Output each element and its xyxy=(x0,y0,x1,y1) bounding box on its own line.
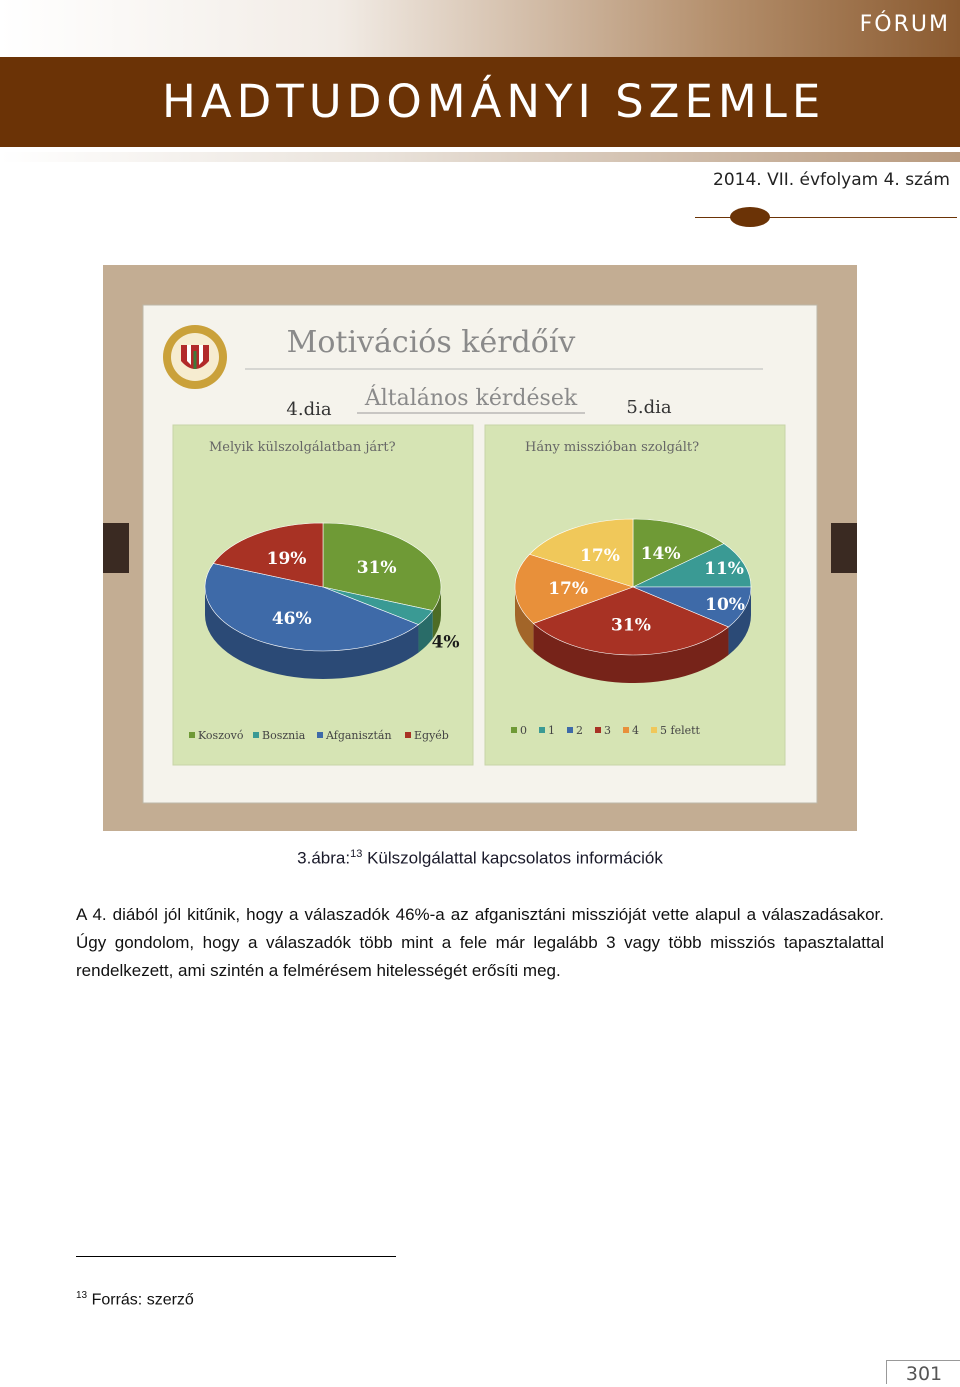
pie-data-label: 46% xyxy=(271,608,312,629)
legend-entry: 1 xyxy=(548,724,555,737)
legend-swatch xyxy=(651,727,657,733)
caption-footnote-ref: 13 xyxy=(350,848,363,860)
caption-prefix: 3.ábra: xyxy=(297,848,351,868)
decorative-dot xyxy=(730,207,770,227)
issue-info: 2014. VII. évfolyam 4. szám xyxy=(713,170,950,190)
chart-title: Melyik külszolgálatban járt? xyxy=(209,440,396,455)
legend-entry: Afganisztán xyxy=(326,729,392,742)
legend-swatch xyxy=(405,732,411,738)
legend-swatch xyxy=(539,727,545,733)
header-lower-band xyxy=(0,152,960,162)
legend-entry: 3 xyxy=(604,724,611,737)
pie-data-label: 4% xyxy=(431,632,460,653)
board-left-handle xyxy=(103,523,129,573)
pie-data-label: 31% xyxy=(611,615,651,636)
legend-swatch xyxy=(595,727,601,733)
legend-swatch xyxy=(189,732,195,738)
pie-data-label: 10% xyxy=(705,595,745,616)
pie-data-label: 31% xyxy=(356,558,397,579)
legend-entry: 0 xyxy=(520,724,527,737)
legend-swatch xyxy=(511,727,517,733)
legend-swatch xyxy=(567,727,573,733)
pie-area xyxy=(515,519,751,683)
legend-swatch xyxy=(623,727,629,733)
legend-swatch xyxy=(317,732,323,738)
legend-entry: 4 xyxy=(632,724,639,737)
page-number: 301 xyxy=(886,1360,960,1384)
footnote-text: Forrás: szerző xyxy=(91,1291,194,1309)
slide-title: Motivációs kérdőív xyxy=(286,325,576,360)
caption-text: Külszolgálattal kapcsolatos információk xyxy=(362,848,663,868)
section-label: FÓRUM xyxy=(859,12,950,37)
legend-entry: Egyéb xyxy=(414,729,449,742)
emblem-icon xyxy=(163,325,227,389)
legend-entry: 5 felett xyxy=(660,724,700,737)
slide-subtitle: Általános kérdések xyxy=(364,386,578,411)
pie-data-label: 14% xyxy=(640,544,681,565)
board-right-handle xyxy=(831,523,857,573)
footnote xyxy=(76,1290,194,1309)
chart-title: Hány misszióban szolgált? xyxy=(525,440,700,455)
slide-right-label: 5.dia xyxy=(626,397,672,418)
legend-swatch xyxy=(253,732,259,738)
footnote-separator xyxy=(76,1256,396,1257)
pie-data-label: 11% xyxy=(704,559,744,580)
survey-slide-figure xyxy=(103,265,857,831)
legend-entry: 2 xyxy=(576,724,583,737)
footnote-number: 13 xyxy=(76,1290,88,1301)
pie-data-label: 19% xyxy=(266,548,307,569)
pie-data-label: 17% xyxy=(580,545,620,566)
figure-caption xyxy=(0,848,960,869)
body-paragraph: A 4. diából jól kitűnik, hogy a válaszadók 46%-a az afganisztáni misszióját vette alapul a válaszadásakor. Úgy gondolom, hogy a válaszadók több mint a fele már legalább 3 vagy több missziós tapasztalattal rendelkezett, ami szintén a felmérésem hitelességét erősíti meg. xyxy=(76,905,884,980)
slide-left-label: 4.dia xyxy=(286,399,332,420)
legend-entry: Bosznia xyxy=(262,729,306,742)
journal-title: HADTUDOMÁNYI SZEMLE xyxy=(162,75,826,128)
legend-entry: Koszovó xyxy=(198,729,244,742)
pie-data-label: 17% xyxy=(548,579,589,600)
header-top-gradient xyxy=(0,0,960,57)
